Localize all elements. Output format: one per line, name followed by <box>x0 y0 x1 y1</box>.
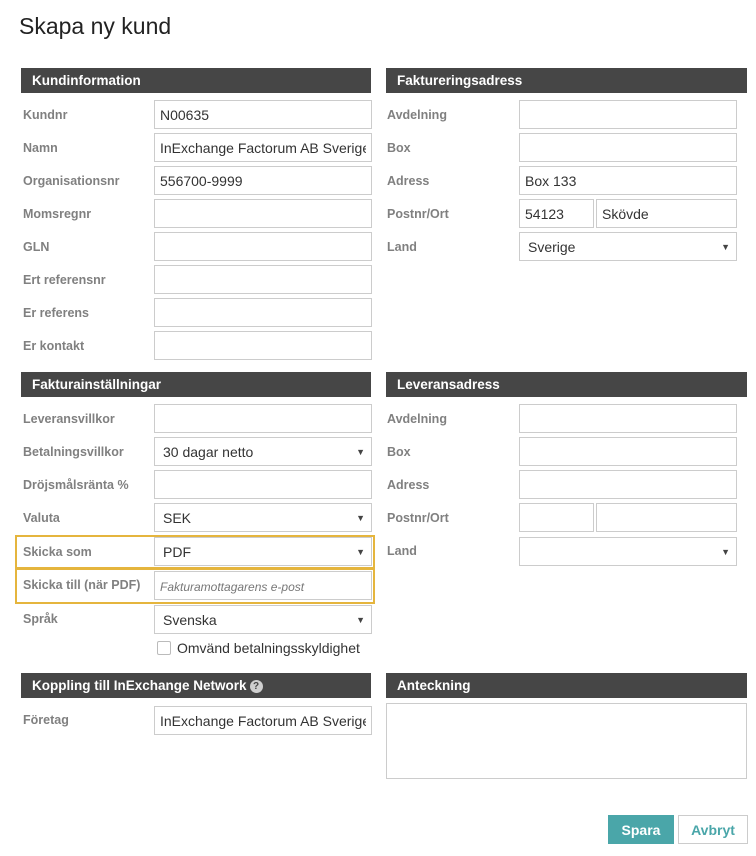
chevron-down-icon: ▼ <box>356 547 365 557</box>
delivery-postal-label: Postnr/Ort <box>387 511 449 525</box>
cancel-button[interactable]: Avbryt <box>678 815 748 844</box>
delivery-department-label: Avdelning <box>387 412 447 426</box>
currency-select[interactable] <box>154 503 372 532</box>
your-reference-label: Er referens <box>23 306 90 320</box>
your-contact-input[interactable] <box>154 331 372 360</box>
billing-department-input[interactable] <box>519 100 737 129</box>
send-as-value: PDF <box>163 544 191 560</box>
currency-value: SEK <box>163 510 192 526</box>
save-button[interactable]: Spara <box>608 815 674 844</box>
currency-label: Valuta <box>23 511 60 525</box>
chevron-down-icon: ▼ <box>721 242 730 252</box>
billing-country-select[interactable] <box>519 232 737 261</box>
payment-terms-value: 30 dagar netto <box>163 444 254 460</box>
billing-postal-code-input[interactable] <box>519 199 594 228</box>
billing-address-label: Adress <box>387 174 430 188</box>
delivery-address-input[interactable] <box>519 470 737 499</box>
invoice-settings-header: Fakturainställningar <box>21 372 371 397</box>
delivery-postal-code-input[interactable] <box>519 503 594 532</box>
reverse-charge-label: Omvänd betalningsskyldighet <box>177 640 360 656</box>
delivery-country-label: Land <box>387 544 417 558</box>
note-textarea[interactable] <box>386 703 747 779</box>
chevron-down-icon: ▼ <box>721 547 730 557</box>
billing-country-label: Land <box>387 240 417 254</box>
chevron-down-icon: ▼ <box>356 513 365 523</box>
delivery-box-input[interactable] <box>519 437 737 466</box>
delivery-address-label: Adress <box>387 478 430 492</box>
interest-rate-input[interactable] <box>154 470 372 499</box>
language-select[interactable] <box>154 605 372 634</box>
delivery-terms-label: Leveransvillkor <box>23 412 115 426</box>
delivery-address-header: Leveransadress <box>386 372 747 397</box>
send-to-email-input[interactable] <box>154 571 372 600</box>
vat-number-input[interactable] <box>154 199 372 228</box>
vat-number-label: Momsregnr <box>23 207 92 221</box>
name-label: Namn <box>23 141 58 155</box>
send-as-select[interactable] <box>154 537 372 566</box>
network-header <box>21 673 371 698</box>
org-number-label: Organisationsnr <box>23 174 120 188</box>
payment-terms-select[interactable] <box>154 437 372 466</box>
network-header-label: Koppling till InExchange Network <box>32 678 247 693</box>
name-input[interactable] <box>154 133 372 162</box>
billing-postal-label: Postnr/Ort <box>387 207 449 221</box>
billing-department-label: Avdelning <box>387 108 447 122</box>
your-contact-label: Er kontakt <box>23 339 85 353</box>
note-header: Anteckning <box>386 673 747 698</box>
billing-address-input[interactable] <box>519 166 737 195</box>
delivery-country-select[interactable] <box>519 537 737 566</box>
delivery-box-label: Box <box>387 445 411 459</box>
billing-box-label: Box <box>387 141 411 155</box>
billing-box-input[interactable] <box>519 133 737 162</box>
delivery-department-input[interactable] <box>519 404 737 433</box>
chevron-down-icon: ▼ <box>356 615 365 625</box>
language-value: Svenska <box>163 612 217 628</box>
delivery-terms-input[interactable] <box>154 404 372 433</box>
your-ref-number-label: Ert referensnr <box>23 273 106 287</box>
delivery-city-input[interactable] <box>596 503 737 532</box>
company-label: Företag <box>23 713 69 727</box>
billing-city-input[interactable] <box>596 199 737 228</box>
billing-address-header: Faktureringsadress <box>386 68 747 93</box>
send-as-label: Skicka som <box>23 545 92 559</box>
send-to-label: Skicka till (när PDF) <box>23 578 141 592</box>
payment-terms-label: Betalningsvillkor <box>23 445 124 459</box>
customer-number-label: Kundnr <box>23 108 68 122</box>
reverse-charge-checkbox[interactable] <box>157 641 171 655</box>
interest-rate-label: Dröjsmålsränta % <box>23 478 129 492</box>
language-label: Språk <box>23 612 58 626</box>
customer-info-header: Kundinformation <box>21 68 371 93</box>
chevron-down-icon: ▼ <box>356 447 365 457</box>
question-circle-icon[interactable]: ? <box>250 680 263 693</box>
your-ref-number-input[interactable] <box>154 265 372 294</box>
gln-input[interactable] <box>154 232 372 261</box>
org-number-input[interactable] <box>154 166 372 195</box>
billing-country-value: Sverige <box>528 239 576 255</box>
customer-number-input[interactable] <box>154 100 372 129</box>
company-input[interactable] <box>154 706 372 735</box>
gln-label: GLN <box>23 240 50 254</box>
your-reference-input[interactable] <box>154 298 372 327</box>
page-title: Skapa ny kund <box>19 13 172 39</box>
